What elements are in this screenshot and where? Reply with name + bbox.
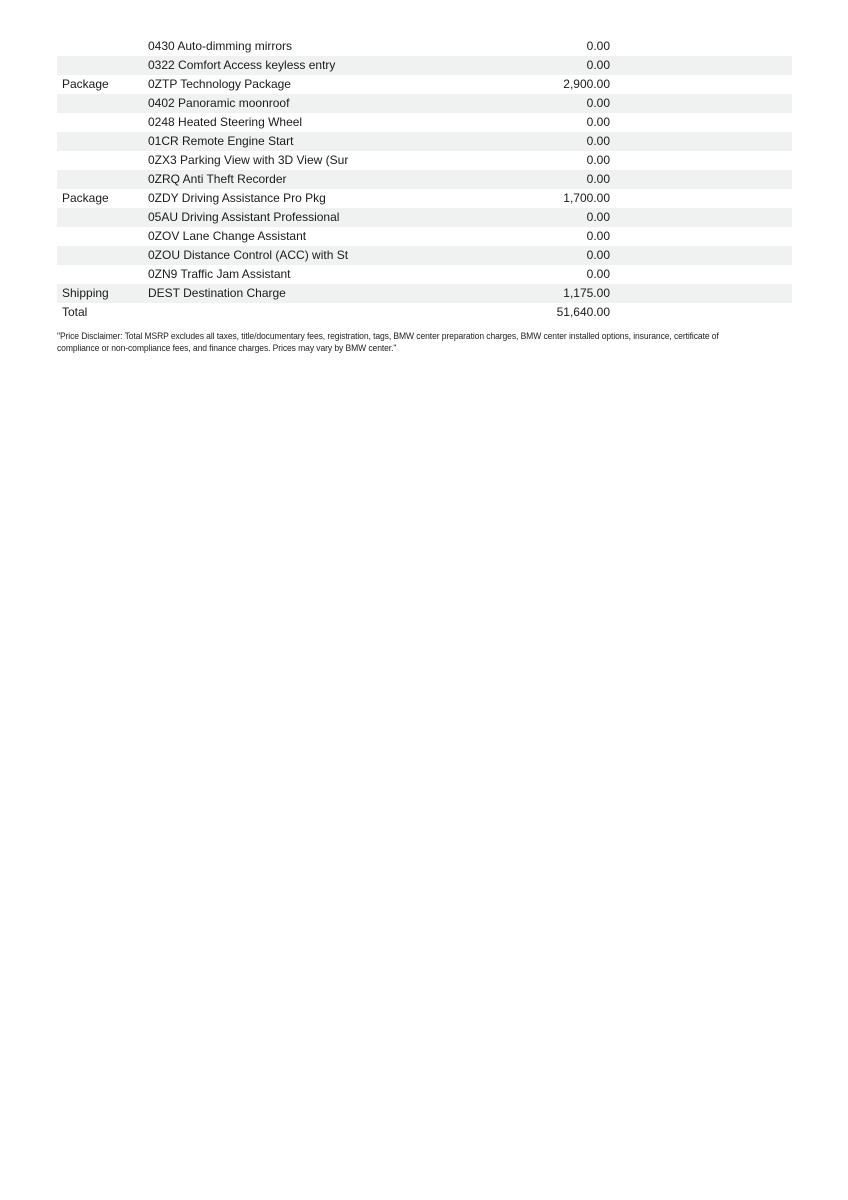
row-item-price: 0.00: [586, 134, 610, 148]
table-row: [57, 227, 792, 246]
row-category-label: Shipping: [62, 286, 109, 300]
table-row: [57, 37, 792, 56]
row-item-description: 0ZX3 Parking View with 3D View (Sur: [148, 153, 349, 167]
row-item-description: 0ZDY Driving Assistance Pro Pkg: [148, 191, 326, 205]
row-item-price: 0.00: [586, 153, 610, 167]
table-row: [57, 265, 792, 284]
row-item-price: 0.00: [586, 115, 610, 129]
table-row: [57, 56, 792, 75]
row-item-price: 51,640.00: [556, 305, 610, 319]
row-item-price: 1,175.00: [563, 286, 610, 300]
row-item-price: 0.00: [586, 229, 610, 243]
table-row: [57, 113, 792, 132]
row-item-description: 0ZOU Distance Control (ACC) with St: [148, 248, 349, 262]
table-row: [57, 170, 792, 189]
table-row: [57, 284, 792, 303]
row-item-price: 0.00: [586, 210, 610, 224]
row-category-label: Package: [62, 77, 109, 91]
row-item-price: 0.00: [586, 96, 610, 110]
row-item-price: 0.00: [586, 172, 610, 186]
row-category-label: Package: [62, 191, 109, 205]
table-row: [57, 151, 792, 170]
row-item-price: 0.00: [586, 248, 610, 262]
table-row: [57, 303, 792, 322]
vehicle-options-table: [57, 37, 792, 322]
row-item-description: 0ZN9 Traffic Jam Assistant: [148, 267, 291, 281]
row-category-label: Total: [62, 305, 88, 319]
price-disclaimer: [57, 331, 779, 354]
price-disclaimer-line-2: compliance or non-compliance fees, and finance charges. Prices may vary by BMW center.": [57, 342, 397, 353]
row-item-description: 0248 Heated Steering Wheel: [148, 115, 303, 129]
row-item-description: 0ZOV Lane Change Assistant: [148, 229, 307, 243]
row-item-price: 0.00: [586, 58, 610, 72]
row-item-price: 2,900.00: [563, 77, 610, 91]
row-item-price: 0.00: [586, 39, 610, 53]
table-row: [57, 75, 792, 94]
table-row: [57, 94, 792, 113]
row-item-description: 0430 Auto-dimming mirrors: [148, 39, 293, 53]
table-row: [57, 132, 792, 151]
row-item-description: 0402 Panoramic moonroof: [148, 96, 290, 110]
row-item-description: 0ZTP Technology Package: [148, 77, 291, 91]
row-item-description: 0ZRQ Anti Theft Recorder: [148, 172, 287, 186]
row-item-price: 1,700.00: [563, 191, 610, 205]
table-row: [57, 246, 792, 265]
row-item-description: DEST Destination Charge: [148, 286, 286, 300]
row-item-description: 01CR Remote Engine Start: [148, 134, 294, 148]
price-disclaimer-line-1: "Price Disclaimer: Total MSRP excludes all taxes, title/documentary fees, registration, tags, BMW center preparation charges, BMW center installed options, insurance, certificate of: [57, 331, 719, 341]
row-item-description: 05AU Driving Assistant Professional: [148, 210, 340, 224]
row-item-description: 0322 Comfort Access keyless entry: [148, 58, 336, 72]
table-row: [57, 189, 792, 208]
row-item-price: 0.00: [586, 267, 610, 281]
table-row: [57, 208, 792, 227]
